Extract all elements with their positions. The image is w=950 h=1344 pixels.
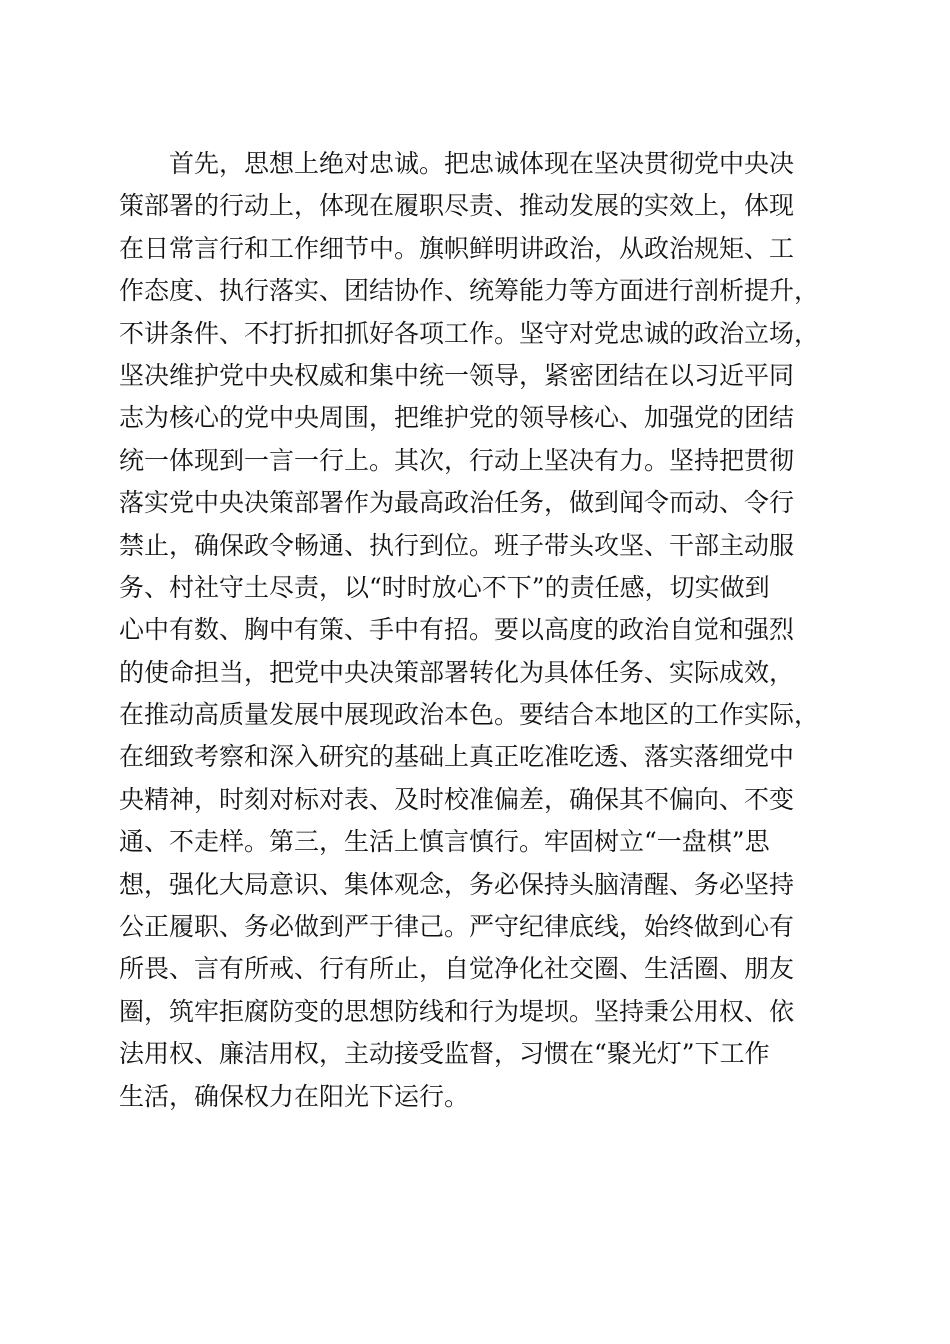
text-line: 作态度、执行落实、团结协作、统筹能力等方面进行剖析提升， <box>119 276 820 306</box>
text-line: 志为核心的党中央周围，把维护党的领导核心、加强党的团结 <box>119 403 795 433</box>
text-line: 务、村社守土尽责，以“时时放心不下”的责任感，切实做到 <box>119 572 770 602</box>
text-line: 统一体现到一言一行上。其次，行动上坚决有力。坚持把贯彻 <box>119 445 795 475</box>
text-line: 心中有数、胸中有策、手中有招。要以高度的政治自觉和强烈 <box>119 615 795 645</box>
text-line: 策部署的行动上，体现在履职尽责、推动发展的实效上，体现 <box>119 191 795 221</box>
text-line: 的使命担当，把党中央决策部署转化为具体任务、实际成效， <box>119 657 795 687</box>
text-line: 坚决维护党中央权威和集中统一领导，紧密团结在以习近平同 <box>119 360 795 390</box>
text-line: 生活，确保权力在阳光下运行。 <box>119 1081 470 1111</box>
text-line: 不讲条件、不打折扣抓好各项工作。坚守对党忠诚的政治立场， <box>119 318 820 348</box>
text-line: 通、不走样。第三，生活上慎言慎行。牢固树立“一盘棋”思 <box>119 827 770 857</box>
text-line: 在细致考察和深入研究的基础上真正吃准吃透、落实落细党中 <box>119 742 795 772</box>
text-line: 在推动高质量发展中展现政治本色。要结合本地区的工作实际， <box>119 700 820 730</box>
text-line: 禁止，确保政令畅通、执行到位。班子带头攻坚、干部主动服 <box>119 530 795 560</box>
text-line: 圈，筑牢拒腐防变的思想防线和行为堤坝。坚持秉公用权、依 <box>119 996 795 1026</box>
text-line: 法用权、廉洁用权，主动接受监督，习惯在“聚光灯”下工作 <box>119 1039 770 1069</box>
text-line: 首先，思想上绝对忠诚。把忠诚体现在坚决贯彻党中央决 <box>119 149 795 178</box>
text-line: 落实党中央决策部署作为最高政治任务，做到闻令而动、令行 <box>119 488 795 518</box>
text-line: 在日常言行和工作细节中。旗帜鲜明讲政治，从政治规矩、工 <box>119 233 795 263</box>
text-line: 想，强化大局意识、集体观念，务必保持头脑清醒、务必坚持 <box>119 869 795 899</box>
text-line: 央精神，时刻对标对表、及时校准偏差，确保其不偏向、不变 <box>119 784 795 814</box>
text-line: 所畏、言有所戒、行有所止，自觉净化社交圈、生活圈、朋友 <box>119 954 795 984</box>
body-paragraph <box>119 143 839 1118</box>
text-line: 公正履职、务必做到严于律己。严守纪律底线，始终做到心有 <box>119 912 795 942</box>
